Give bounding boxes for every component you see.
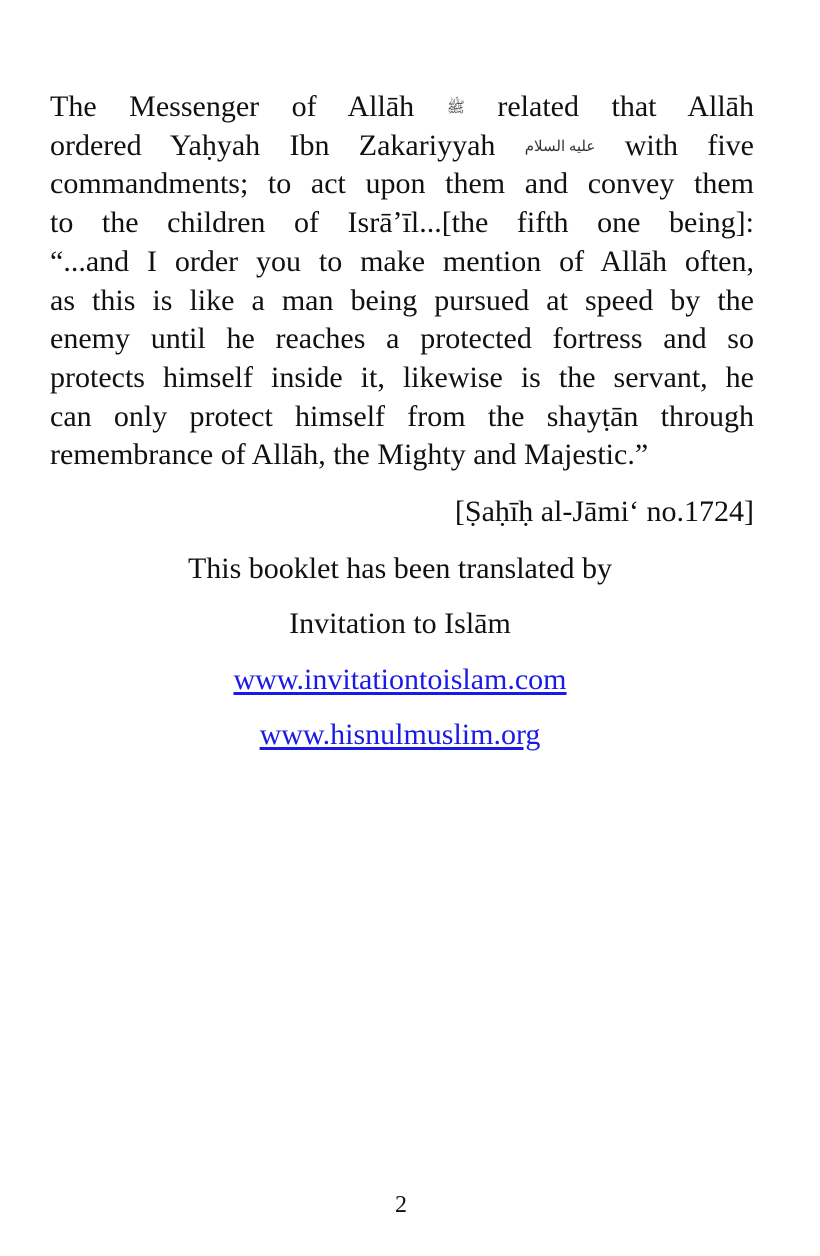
website-link-row-2 xyxy=(0,716,800,754)
hadith-reference: [Ṣaḥīḥ al-Jāmi‘ no.1724] xyxy=(454,495,754,528)
invitationtoislam-link[interactable]: www.invitationtoislam.com xyxy=(233,663,567,696)
hadith-line-9: can only protect himself from the shayṭān through xyxy=(50,399,754,433)
organization-name: Invitation to Islām xyxy=(289,607,511,640)
hadith-paragraph xyxy=(50,88,754,475)
hisnulmuslim-link[interactable]: www.hisnulmuslim.org xyxy=(259,718,541,751)
hadith-line-1: The Messenger of Allāh ﷺ related that Allāh xyxy=(50,90,754,123)
prophet-yahya-salutation-symbol: عليه السلام xyxy=(524,138,596,155)
page-number: 2 xyxy=(395,1192,407,1218)
hadith-line-7: enemy until he reaches a protected fortress and so xyxy=(50,322,754,356)
website-link-row-1 xyxy=(0,661,800,699)
hadith-line-10: remembrance of Allāh, the Mighty and Majestic.” xyxy=(50,438,649,472)
hadith-line-4: to the children of Isrāʼīl...[the fifth one being]: xyxy=(50,206,754,240)
hadith-line-2: ordered Yaḥyah Ibn Zakariyyah عليه السلام with five xyxy=(50,128,755,162)
prophet-salutation-symbol: ﷺ xyxy=(446,100,465,116)
hadith-line-6: as this is like a man being pursued at speed by the xyxy=(50,283,754,317)
translated-by-text: This booklet has been translated by xyxy=(187,552,613,585)
hadith-line-5: “...and I order you to make mention of Allāh often, xyxy=(50,244,754,278)
hadith-line-8: protects himself inside it, likewise is the servant, he xyxy=(50,360,754,394)
hadith-line-3: commandments; to act upon them and convey them xyxy=(50,167,754,201)
